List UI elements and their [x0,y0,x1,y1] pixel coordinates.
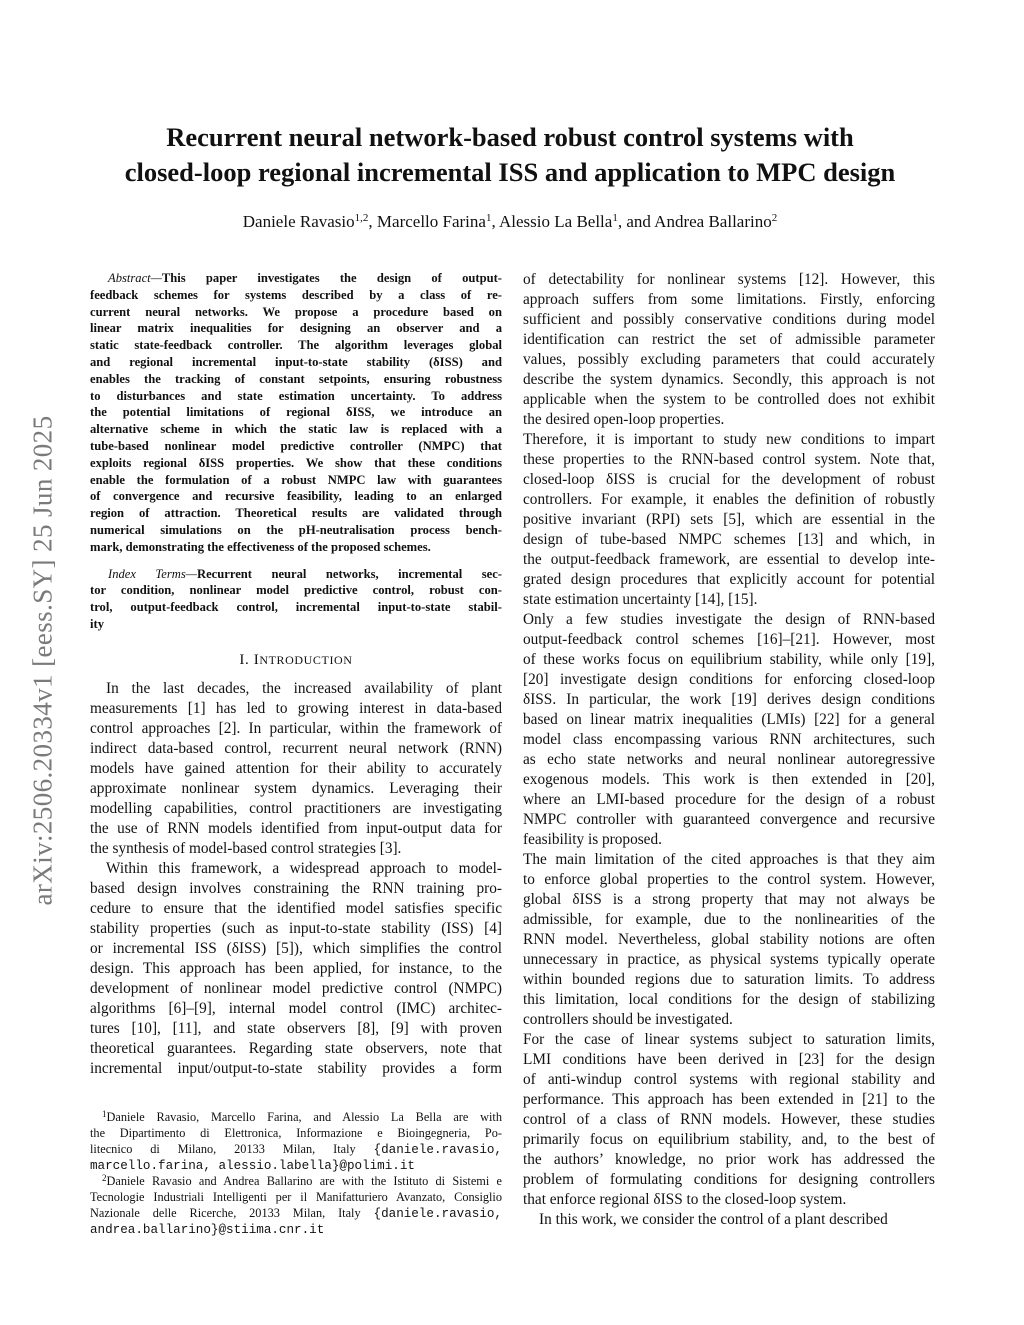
body-line: unnecessary in practice, as physical systems typically operate [523,951,935,968]
paper-title [80,120,940,190]
abstract-line: feedback schemes for systems described by a class of re- [90,287,502,302]
body-line: models have gained attention for their ability to accurately [90,759,502,777]
body-line: where an LMI-based procedure for the design of a robust [523,791,935,808]
paragraph [523,430,935,610]
abstract-line: static state-feedback controller. The algorithm leverages global [90,338,502,353]
title-line: Recurrent neural network-based robust control systems with [166,122,854,152]
author-name: Daniele Ravasio [242,212,355,231]
body-line: based on linear matrix inequalities (LMIs) [22] for a general [523,711,935,728]
body-line: identification can restrict the set of admissible parameter [523,331,935,348]
index-terms-line: ity [90,616,104,631]
index-terms-line: Index Terms—Recurrent neural networks, incremental sec- [108,566,502,581]
body-line: the output-feedback framework, are essential to develop inte- [523,551,935,568]
body-line: state estimation uncertainty [14], [15]. [523,591,758,608]
body-line: [20] investigate design conditions for enforcing closed-loop [523,671,935,688]
body-line: δISS. In particular, the work [19] derives design conditions [523,691,935,708]
index-terms-lead: Index Terms— [108,566,197,581]
body-line: performance. This approach has been extended in [21] to the [523,1091,935,1108]
paragraph [90,679,502,859]
paragraph [523,270,935,430]
abstract-line: to disturbances and state estimation uncertainty. To address [90,388,502,403]
body-line: design of tube-based NMPC schemes [13] and which, in [523,531,935,548]
body-line: of detectability for nonlinear systems [12]. However, this [523,271,935,288]
paragraph [523,1030,935,1210]
author-name: , Marcello Farina [368,212,486,231]
body-line: stability properties (such as input-to-state stability (ISS) [4] [90,919,502,937]
body-line: incremental input/output-to-state stability provides a form [90,1059,502,1077]
body-line: primarily focus on equilibrium stability, and, to the best of [523,1131,935,1148]
abstract-line: enable the formulation of a robust NMPC law with guarantees [90,472,502,487]
paragraph [523,850,935,1030]
body-line: model class encompassing various RNN architectures, such [523,731,935,748]
paragraph [523,1210,935,1230]
abstract-line: tube-based nonlinear model predictive controller (NMPC) that [90,438,502,453]
abstract-lead: Abstract— [108,271,162,285]
body-line: to enforce global properties to the control system. However, [523,871,935,888]
body-line: algorithms [6]–[9], internal model control (IMC) architec- [90,999,502,1017]
body-line: controllers should be investigated. [523,1011,733,1028]
body-line: approximate nonlinear system dynamics. Leveraging their [90,779,502,797]
body-line: global δISS is a strong property that may not always be [523,891,935,908]
body-line: that enforce regional δISS to the closed-loop system. [523,1191,847,1208]
abstract [90,270,502,633]
arxiv-identifier-stamp [18,355,68,965]
body-line: closed-loop δISS is crucial for the development of robust [523,471,935,488]
author-affiliation-sup: 1 [612,212,618,224]
body-line: In the last decades, the increased availability of plant [106,679,502,697]
body-line: problem of formulating conditions for designing controllers [523,1171,935,1188]
footnote-email: marcello.farina, alessio.labella}@polimi.it [90,1159,415,1173]
arxiv-identifier-text: arXiv:2506.20334v1 [eess.SY] 25 Jun 2025 [27,415,58,905]
body-line: theoretical guarantees. Regarding state observers, note that [90,1039,502,1057]
body-line: describe the system dynamics. Secondly, this approach is not [523,371,935,388]
footnote-line: $^2$Daniele Ravasio and Andrea Ballarino are with the Istituto di Sistemi e [102,1173,502,1188]
abstract-line: numerical simulations on the pH-neutralisation process bench- [90,522,502,537]
body-line: development of nonlinear model predictive control (NMPC) [90,979,502,997]
abstract-line: alternative scheme in which the static law is replaced with a [90,422,502,437]
footnote-line: $^1$Daniele Ravasio, Marcello Farina, and Alessio La Bella are with [102,1109,502,1124]
right-column [523,270,935,1230]
footnote-line [90,1157,502,1173]
body-line: cedure to ensure that the identified model satisfies specific [90,899,502,917]
footnote-line: Tecnologie Industriali Intelligenti per il Manifatturiero Avanzato, Consiglio [90,1190,502,1204]
body-line: modelling capabilities, control practitioners are investigating [90,799,502,817]
body-line: Therefore, it is important to study new conditions to impart [523,431,935,448]
abstract-line: of convergence and recursive feasibility, leading to an enlarged [90,489,502,504]
author-affiliation-sup: 1,2 [354,212,369,224]
left-column [90,270,502,1079]
paragraph [523,610,935,850]
footnote-line: the Dipartimento di Elettronica, Informazione e Bioingegneria, Po- [90,1126,502,1140]
author-name: , and Andrea Ballarino [617,212,772,231]
title-line: closed-loop regional incremental ISS and application to MPC design [124,157,896,187]
footnote-line: litecnico di Milano, 20133 Milan, Italy {daniele.ravasio, [90,1142,502,1157]
footnote-line: Nazionale delle Ricerche, 20133 Milan, Italy {daniele.ravasio, [90,1206,502,1221]
footnote-marker: 2 [102,1173,107,1183]
abstract-line: the potential limitations of regional δISS, we introduce an [90,405,502,420]
footnote-email: {daniele.ravasio, [373,1143,502,1157]
body-line: positive invariant (RPI) sets [5], which are essential in the [523,511,935,528]
footnote-email: andrea.ballarino}@stiima.cnr.it [90,1223,325,1237]
body-line: Only a few studies investigate the design of RNN-based [523,611,935,628]
body-line: design. This approach has been applied, for instance, to the [90,959,502,977]
section-number: I. [239,651,254,668]
author-name: , Alessio La Bella [491,212,613,231]
abstract-line: region of attraction. Theoretical results are validated through [90,506,502,521]
body-line: indirect data-based control, recurrent neural network (RNN) [90,739,502,757]
body-line: applicable when the system to be controlled does not exhibit [523,391,935,408]
body-line: approach suffers from some limitations. Firstly, enforcing [523,291,935,308]
body-line: tures [10], [11], and state observers [8], [9] with proven [90,1019,502,1037]
author-affiliation-sup: 2 [771,212,778,224]
body-line: of anti-windup control systems with regional stability and [523,1071,935,1088]
body-line: NMPC controller with guaranteed convergence and recursive [523,811,935,828]
body-line: within bounded regions due to saturation limits. To address [523,971,935,988]
body-line: based design involves constraining the RNN training pro- [90,879,502,897]
body-line: The main limitation of the cited approaches is that they aim [523,851,935,868]
body-line: as echo state networks and neural nonlinear autoregressive [523,751,935,768]
footnote-email: {daniele.ravasio, [373,1207,502,1221]
abstract-line: Abstract—This paper investigates the design of output- [108,271,502,285]
body-line: grated design procedures that explicitly account for potential [523,571,935,588]
author-affiliation-sup: 1 [485,212,492,224]
abstract-line: mark, demonstrating the effectiveness of the proposed schemes. [90,539,431,554]
body-line: these properties to the RNN-based control system. Note that, [523,451,935,468]
footnotes [90,1109,502,1237]
body-line: RNN model. Nevertheless, global stability notions are often [523,931,935,948]
body-line: or incremental ISS (δISS) [5]), which simplifies the control [90,939,502,957]
index-terms-line: tor condition, nonlinear model predictive control, robust con- [90,583,502,598]
body-line: of these works focus on equilibrium stability, while only [19], [523,651,935,668]
index-terms-line: trol, output-feedback control, incremental input-to-state stabil- [90,600,502,615]
section-rest: NTRODUCTION [259,652,353,667]
body-line: control approaches [2]. In particular, within the framework of [90,719,502,737]
paragraph [90,859,502,1079]
footnote-marker: 1 [102,1109,107,1119]
abstract-line: and regional incremental input-to-state stability (δISS) and [90,354,502,369]
body-line: controllers. For example, it enables the definition of robustly [523,491,935,508]
body-line: values, possibly excluding parameters that could accurately [523,351,935,368]
section-heading-introduction [90,649,502,671]
abstract-line: enables the tracking of constant setpoints, ensuring robustness [90,371,502,386]
body-line: output-feedback control schemes [16]–[21]. However, most [523,631,935,648]
body-line: the desired open-loop properties. [523,411,725,428]
body-line: For the case of linear systems subject to saturation limits, [523,1031,935,1048]
body-line: admissible, for example, due to the nonlinearities of the [523,911,935,928]
body-line: LMI conditions have been derived in [23] for the design [523,1051,935,1068]
body-line: sufficient and possibly conservative conditions during model [523,311,935,328]
body-line: the authors’ knowledge, no prior work has addressed the [523,1151,935,1168]
body-line: control of a class of RNN models. However, these studies [523,1111,935,1128]
body-line: the use of RNN models identified from input-output data for [90,819,502,837]
abstract-line: exploits regional δISS properties. We show that these conditions [90,455,502,470]
body-line: feasibility is proposed. [523,831,662,848]
footnote-line [90,1221,502,1237]
body-line: exogenous models. This work is then extended in [20], [523,771,935,788]
abstract-line: current neural networks. We propose a procedure based on [90,304,502,319]
body-line: measurements [1] has led to growing interest in data-based [90,699,502,717]
body-line: this limitation, local conditions for the design of stabilizing [523,991,935,1008]
abstract-line: linear matrix inequalities for designing an observer and a [90,321,502,336]
body-line: the synthesis of model-based control strategies [3]. [90,839,402,857]
author-list [80,211,940,233]
section-initial: I [253,651,260,668]
body-line: In this work, we consider the control of a plant described [539,1211,888,1228]
body-line: Within this framework, a widespread approach to model- [106,859,502,877]
